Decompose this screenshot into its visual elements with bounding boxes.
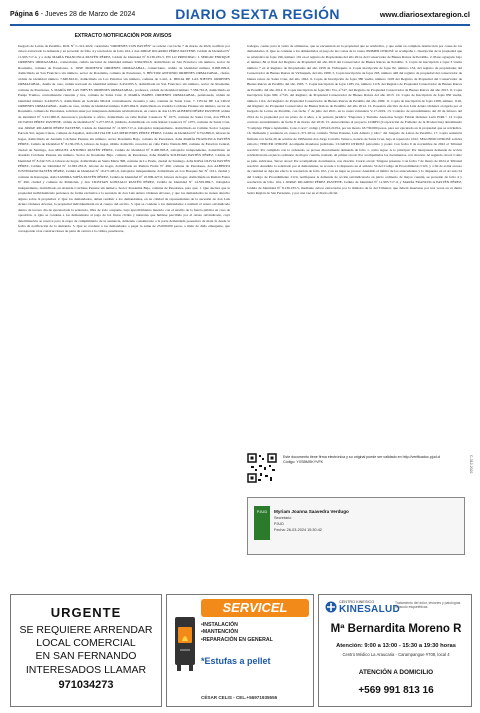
notice-text-left: Juzgado de Letras de Peralillo, ROL Nº C-312-2022, caratulado "ORDENES CON PASTÉN" se ordenó con fecha 7 de marzo de 2024, notificar por avisos extractado la demanda y su proveído de folio 4 y resolución de folio 104, a don JORGE RICARDO PÉREZ PASTENE, Cédula de Identidad Nº 11.995.717-4, y a doña MARÍA FRANCISCA PASTÉN PÉREZ, Cédula de Identidad Nº 8.136.235-5. EN LO PRINCIPAL: I. SERGIO ENRIQUE ORDENES ORMAZABAL, comerciante, cédula nacional de identidad número 9.962.994-8, domiciliado en San Francisco sin número, sector de Rosalema, comuna de Paredones, 2. JOSE MODESTO ORDENES ORMAZABAL, comerciante, cédula de identidad número 8.098.099-6, domiciliado en San Francisco sin número, sector de Rosalema, comuna de Paredones, 3. HÉCTOR ANTONIO ORDENES ORMAZABAL, chofer, cédula de identidad número 7.640.822-K, domiciliado en Los Palomos sin número, comuna de Lolol, 4. IDILIA DE LAS NIEVES ORDENES ORMAZABAL, dueña de casa, cédula nacional de identidad número 6.452.095-5, domiciliada en San Francisco sin número, sector de Rosalema, comuna de Paredones, 5. MARÍA DE LAS NIEVES ORDENES ORMAZABAL, profesora, cédula de identidad número 7.584.761-8, domiciliada en Pasaje Trumao, contramaestre cuarenta y tres, comuna de Santa Cruz, 6. MARÍA ISABEL ORDENES ORMAZABAL, pensionada, cédula de identidad número 6.440.055-3, domiciliada en Gabriela Mistral contramaestre cuarenta y seis, comuna de Santa Cruz, 7. CELIA DE LA CRUZ ORDENES ORMAZABAL, dueña de casa, cédula de identidad número 6.205.964-9, domiciliada en avenida Colchane Pastene sin número, sector de Rosalema, comuna de Paredones, solicitan tener por interpuesta demanda reivindicatoria, en contra de don LUIS ALBERTO PÉREZ PASTENE cédula de identidad Nº 5.211.960-8, desconozco profesión u oficio, domiciliado en calle Rafael Casanova Nº 1075, comuna de Santa Cruz, don FÉLIX OCTAVIO PÉREZ PASTENE, cédula de identidad Nº 5.277.957-8, jubilado, domiciliado en calle Rafael Casanova Nº 1075, comuna de Santa Cruz, don JORGE RICARDO PÉREZ PASTENE, Cédula de Identidad Nº 11.995.717-4, trabajador independiente, domiciliado en Camino Sector Laguna Parcela Sur, Aguas Claras, comuna de Zapallar, doña OLIVIA DE LAS MERCEDES PÉREZ PÉREZ, Cédula de Identidad Nº 9.752.899-0, labores de hogar, domiciliada en Avenida Colchane Pastene sin número, sector Rosalema Bajo, comuna de Paredones, doña MARÍA FRANCISCA PASTÉN PÉREZ, Cédula de Identidad Nº 8.136.235-5, labores de hogar, último domicilio conocido en calle Pablo Neruda 888, comuna de Estación Central, ciudad de Santiago, don MIGUEL ANTONIO PASTÉN PÉREZ, Cédula de Identidad Nº 8.490.893-8, trabajador independiente, domiciliado en Avenida Colchane Pastene sin número, Sector de Rosalema Bajo, comuna de Paredones, doña MARÍA SOLEDAD PASTÉN PÉREZ, Cédula de Identidad Nº 8.242.725-4, labores de hogar, domiciliada en Santa María 398, comuna de Lo Prado, ciudad de Santiago, doña ROSA OLIVIA PASTÉN PÉREZ, Cédula de Identidad Nº 12.045.281-8, labores de hogar, domiciliada en Ramón Freire Nº 490, comuna de Paredones, don ALBERTO JUSTINIANO PASTÉN PÉREZ, Cédula de Identidad Nº 10.271.081-9, trabajador independiente, domiciliado en Los Bosques Sur Nº 1161, ciudad y comuna de Rancagua, doña SANDRA SOFÍA PASTÉN PÉREZ, Cédula de Identidad Nº 10.906.427-0, labores de hogar, domiciliada en Ramón Freire Nº 490, ciudad y comuna de Peñalolen, y don CRISTIAN GONZALO PASTÉN PÉREZ, Cédula de Identidad Nº 14.559.069-7, trabajador independiente, domiciliado en Avenida Colchane Pastene sin número, Sector Rosalema Bajo, comuna de Paredones, para que: 1. Que declare que la propiedad individualizada pertenece de forma exclusiva a la sucesión de don Luis Arturo Ordenes Alvarez, y que los demandados no tienen derecho alguno sobre la propiedad. 2. Que los demandados, deben restituir a los demandantes, en su calidad de representantes de la sucesión de don Luis Arturo Ordenes Alvarez, la propiedad individualizada en el cuerpo del escrito. 3. Que se condene a los demandados a restituir el retazo reivindicado dentro de tercero día de ejecutoriada la sentencia, libre de todo ocupante, bajo apercibimiento lanzarlo con el auxilio de la fuerza pública en caso de oposición. 4. Que se condene a los demandados al pago de los frutos civiles y naturales que hubiese percibido por el retazo reivindicado, cuya determinación se reserve para la etapa de cumplimiento de la sentencia, debiendo considerarse a la parte demandada poseedora de mala fe desde la fecha de notificación de la demanda. 5. Que se condene a los demandados a pagar la suma de 25.000.000 pesos, a título de daño emergente, que corresponde a las construcciones de parte de carrera a la cabina, pesebreras, bbox=[18, 44, 230, 234]
verification-block bbox=[247, 453, 462, 493]
website-link[interactable]: www.diariosextaregion.cl bbox=[379, 9, 470, 19]
verification-note: Este documento tiene firma electrónica y su original puede ser validado en http://verificadoc.pjud.cl bbox=[283, 455, 441, 459]
signer-court: PJUD bbox=[274, 522, 284, 526]
kinesalud-logo-small: CENTRO KINESICO bbox=[339, 600, 375, 604]
ad-servicel bbox=[166, 594, 314, 707]
notice-text-right: bodegas, casino para la venta de alimentos, que se encuentran en la propiedad que se reivindica, y que están en completa destrucción por causa de los demandados. 6. Que se condene a los demandados al pago de las costas de la causa. PRIMER OTROSÍ: se acompaña 1. Inscripción de la propiedad que se reivindica de fojas 196, número 191 en el registro de Propiedades del año 2014, del Conservador de Bienes Raíces de Peralillo. 2. Plano agregado bajo el número 86 al final del Registro de Propiedad del año 2019 del Conservador de Bienes Raíces de Peralillo. 3. Copia de inscripción a fojas 3 vuelta número 7 en el Registro de Propiedades del año 1958 de Vichuquén. 4. Copia inscripción de fojas 82, número 134, del registro de propiedades del Conservador de Bienes Raíces de Vichuquén, del año 1989. 5. Copia inscripción de fojas 293, número 448 del registro de propiedad del conservador de bienes raíces de Santa Cruz, del año 1942. 6. Copia de Inscripción de fojas 380 vuelta, número 1108 del Registro de Propiedad del Conservador de Bienes Raíces de Peralillo del año 1993. 7. Copia inscripción de fojas 1285 vta, número 1118, del Registro de Propiedad Conservador de Bienes Raíces de Peralillo del año 2014. 8. Copia inscripción de fojas 901 Vta, nº747, del Registro de Propiedad Conservador de Bienes Raíces del año 2015. 9. Copia inscripción fojas 900, nº745, del Registro de Propiedad Conservador de Bienes Raíces del año 2015. 10. Copia de Inscripción de fojas 850 vuelta, número 1110, del Registro de Propiedad Conservador de Bienes Raíces de Peralillo del año 1999. 11. Copia de inscripción de fojas 1288, número 1120, del Registro de Propiedad Conservador de Bienes Raíces de Peralillo del año 2014. 12. Posesión efectiva de don Luis Arturo Ordenes otorgada por el Juzgado de Letras de Peralillo, con fecha 1º de julio del 2021, en la causa voluntaria V-17-2019. 13. Contrato de arrendamiento del 20 de febrero del 2014 de la propiedad por un plazo de 4 años, a la persona jurídica: "Deportes y Turismo Asesorías Sergio Fabian Ordenes León EIRL". 14 Copia contrato arrendamiento de fecha 8 de marzo del 2018. 15. Antecedentes al proyecto CORFO (Corporación de Fomento de la Producción) denominado "Complejo Hípico Ayuhuilán, Cono Corto" código (18VAT-21054, por un monto 18.730.000 pesos, para ser ejecutado en la propiedad que se reivindica. 16. Demanda y sentencia en causa C-371-2014, caratula "Pérez Pastene, Luis Alberto y Otro" del Juzgado de Letras de Peralillo. 17. Copia sentencia firmada con fecha 26 de octubre de 1995antón don Jorge Carvallo Velasco, notario de Santa Cruz, bajo el repertorio 1022. SEGUNDO OTROSÍ: solicita exhorto; TERCER OTROSÍ: Acompaña mandatos judiciales. CUARTO OTROSÍ: patrocinio y poder. Con fecha 9 de noviembre de 2022 el Tribunal resolvió: Por cumplido con lo ordenado, se provee directamente demanda de folio 1, como sigue: A lo principal: Por interpuesta demanda de acción reivindicatoria en juicio ordinario de mayor cuantía, traslado. Al primer otrosí: Por acompañados los documentos, con citación. Al segundo otrosí: Como se pide, exhórtese. Tercer otrosí: Por acompañado documentos, con citación. Cuarto otrosí: Téngase presente. Con fecha 7 de marzo de 2024 el Tribunal resolvió: Atendido lo solicitado por el demandante, se accede a lo dispuesto en el artículo 54 del Código de Procedimiento Civil, y a fin de evitar exceso de cantidad se deja sin efecto la resolución de folio 102, y en su lugar se provee: Atendido el mérito de los antecedentes y lo dispuesto en el art sulo 54 del Código de Procedimiento Civil, notifíquese la demanda de acción reivindicatoria en juicio ordinario de mayor cuantía, su proveído de folio 4 y resolución de folio 104, a JORGE RICARDO PÉREZ PASTENE, Cédula de Identidad Nº 11.995.717-4, y MARÍA FRANCISCA PASTÉN PÉREZ, Cédula de Identidad Nº 8.136.235-5, mediante avisos extractados por la ministro de fe del Tribunal, que deberá insertarse por tres veces en el diario Sexta Región de San Fernando, y por una vez en el diario oficial. bbox=[247, 44, 462, 196]
kinesalud-logo-icon bbox=[325, 601, 337, 613]
signature-badge: PJUD bbox=[254, 506, 270, 540]
ad-urgente-line1: SE REQUIERE ARRENDAR bbox=[19, 624, 153, 636]
page-number: Página 6 bbox=[10, 10, 39, 18]
ad-urgente-phone: 971034273 bbox=[58, 679, 114, 691]
side-case-code-text: C-312-2022 bbox=[469, 455, 473, 474]
kinesalud-phone: +569 991 813 16 bbox=[358, 685, 434, 696]
kinesalud-logo bbox=[325, 599, 467, 617]
newspaper-title: DIARIO SEXTA REGIÓN bbox=[175, 6, 340, 22]
ad-servicel-contact: CÉSAR CELIS - CEL.+56971935555 bbox=[201, 695, 278, 700]
ad-urgente bbox=[10, 594, 162, 707]
page-info bbox=[10, 11, 135, 18]
kinesalud-home-service: ATENCIÓN A DOMICILIO bbox=[358, 669, 434, 676]
ad-servicel-item: •INSTALACIÓN bbox=[201, 622, 238, 628]
ad-servicel-item: •MANTENCIÓN bbox=[201, 629, 238, 636]
side-case-code bbox=[468, 455, 474, 555]
pellet-stove-icon bbox=[172, 613, 198, 673]
signature-date: Fecha: 26-03-2024 15:30:42 bbox=[274, 528, 322, 532]
kinesalud-address: Centro Médico La Araucaria - Carampangue #708, local 4 bbox=[342, 652, 450, 657]
ad-urgente-line3: EN SAN FERNANDO bbox=[35, 650, 137, 662]
verification-text bbox=[283, 455, 458, 465]
kinesalud-hours: Atención: 9:00 a 13:00 - 15:30 a 19:30 horas bbox=[336, 643, 456, 649]
ad-servicel-tagline: *Estufas a pellet bbox=[201, 656, 271, 666]
ad-servicel-services bbox=[201, 622, 273, 644]
signer-role: Secretario bbox=[274, 516, 292, 520]
signature-block bbox=[247, 497, 465, 555]
page-header bbox=[10, 4, 470, 26]
notice-title: EXTRACTO NOTIFICACIÓN POR AVISOS bbox=[74, 33, 172, 39]
ad-urgente-line4: INTERESADOS LLAMAR bbox=[25, 664, 147, 676]
ad-servicel-title: SERVICEL bbox=[201, 599, 309, 617]
qr-code-icon bbox=[247, 453, 277, 483]
verification-code: Código: YXSBMSKYVFK bbox=[283, 460, 324, 464]
ad-urgente-line2: LOCAL COMERCIAL bbox=[36, 637, 136, 649]
page-date: - Jueves 28 de Marzo de 2024 bbox=[38, 10, 136, 18]
kinesalud-practitioner: Mª Bernardita Moreno R bbox=[330, 623, 462, 635]
kinesalud-logo-text: KINESALUD bbox=[339, 604, 401, 615]
ad-urgente-title: URGENTE bbox=[50, 605, 122, 620]
ad-kinesalud bbox=[318, 594, 472, 707]
ad-servicel-item: •REPARACIÓN EN GENERAL bbox=[201, 636, 273, 643]
kinesalud-tagline: Tratamiento del dolor, lesiones y patologías músculo esqueléticas bbox=[395, 601, 461, 610]
signer-name: Myriam Joanna Saavedra Verdugo bbox=[274, 509, 349, 514]
